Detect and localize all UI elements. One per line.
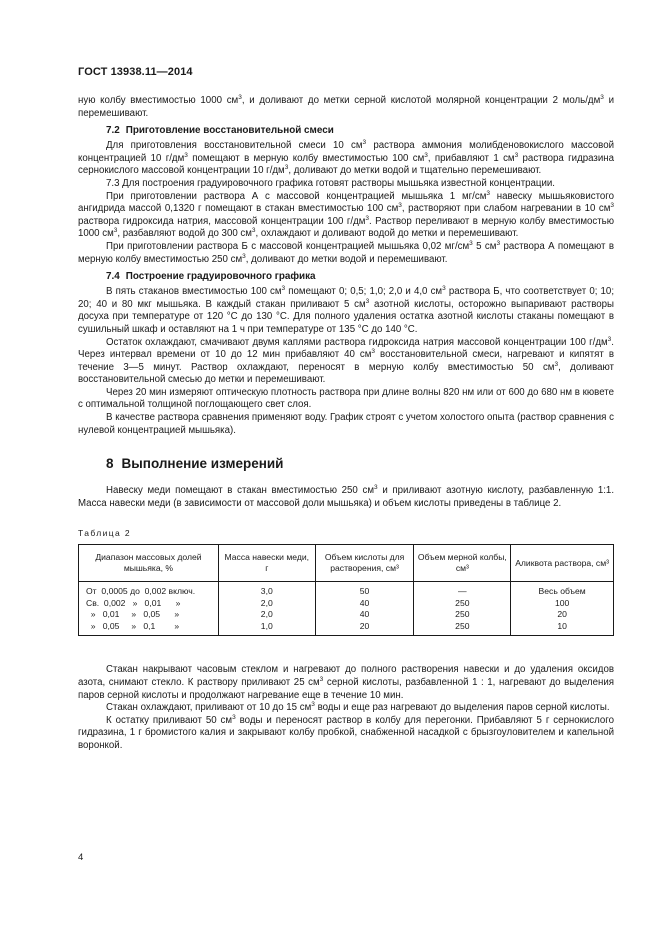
table-row [79, 609, 614, 621]
header-aliquot: Аликвота раствора, см³ [511, 545, 614, 582]
cell-flask-volume: 250 [414, 621, 511, 636]
s73-paragraph-3: При приготовлении раствора Б с массовой концентрацией мышьяка 0,02 $мг/см^3$ 5 $см^3$ раствора А помещают в мерную колбу вместимостью 250 $см^3$, доливают до метки водой и перемешивают. [78, 239, 614, 265]
cell-acid-volume: 20 [315, 621, 414, 636]
header-flask-volume: Объем мерной колбы, см³ [414, 545, 511, 582]
cell-aliquot: 20 [511, 609, 614, 621]
s72-paragraph: Для приготовления восстановительной смеси 10 $см^3$ раствора аммония молибденовокислого массовой концентрацией 10 $г/дм^3$ помещают в мерную колбу вместимостью 100 $см^3$, прибавляют 1 $см^3$ раствора гидразина сернокислого массовой концентрации 10 $г/дм^3$, доливают до метки водой и тщательно перемешивают. [78, 139, 615, 177]
table-row [79, 598, 614, 610]
s74-paragraph-1: В пять стаканов вместимостью 100 $см^3$ помещают 0; 0,5; 1,0; 2,0 и 4,0 $см^3$ раствора Б, что соответствует 0; 10; 20; 40 и 80 мкг мышьяка. В каждый стакан приливают 5 $см^3$ азотной кислоты, осторожно выпаривают растворы досуха при температуре от 120 °С до 130 °С. Для полного удаления остатка азотной кислоты стаканы помещают в сушильный шкаф и оставляют на 1 ч при температуре от 135 °С до 140 °С. [78, 285, 615, 335]
s74-paragraph-3: Через 20 мин измеряют оптическую плотность раствора при длине волны 820 нм или от 600 до 680 нм в кювете с оптимальной толщиной поглощающего свет слоя. [78, 386, 614, 411]
document-header: ГОСТ 13938.11—2014 [78, 66, 193, 78]
cell-range: Св. 0,002 » 0,01 » [79, 598, 219, 610]
after-paragraph-2: Стакан охлаждают, приливают от 10 до 15 $см^3$ воды и еще раз нагревают до выделения паров серной кислоты. [106, 701, 610, 714]
intro-paragraph: ную колбу вместимостью 1000 $см^3$, и доливают до метки серной кислотой молярной концентрации 2 моль/$дм^3$ и перемешивают. [78, 94, 614, 119]
table-row [79, 582, 614, 598]
s74-paragraph-2: Остаток охлаждают, смачивают двумя каплями раствора гидроксида натрия массовой концентрации 100 $г/дм^3$. Через интервал времени от 10 до 12 мин прибавляют 40 $см^3$ восстановительной смеси, нагревают и кипятят в течение 3—5 минут. Раствор охлаждают, переносят в мерную колбу вместимостью 50 $см^3$, доливают восстановительной смесью до метки и перемешивают. [78, 335, 614, 386]
s74-paragraph-4: В качестве раствора сравнения применяют воду. График строят с учетом холостого опыта (раствор сравнения с нулевой концентрацией мышьяка). [78, 412, 614, 436]
table-row [79, 621, 614, 636]
s8-paragraph: Навеску меди помещают в стакан вместимостью 250 $см^3$ и приливают азотную кислоту, разбавленную 1:1. Масса навески меди (в зависимости от массовой доли мышьяка) и объем кислоты приведены в таблице 2. [78, 484, 615, 509]
subsection-7-2-heading: 7.2 Приготовление восстановительной смеси [106, 125, 334, 137]
table-header-row [79, 545, 614, 582]
after-paragraph-1: Стакан накрывают часовым стеклом и нагревают до полного растворения навески и до удаления оксидов азота, снимают стекло. К раствору приливают 25 $см^3$ серной кислоты, разбавленной 1 : 1, нагревают до выделения паров серной кислоты и продолжают нагревание еще в течение 10 мин. [78, 664, 614, 701]
page-number: 4 [78, 852, 84, 863]
cell-mass: 3,0 [218, 582, 315, 598]
cell-flask-volume: — [414, 582, 511, 598]
table-caption: Таблица 2 [78, 528, 132, 539]
header-acid-volume: Объем кислоты для растворения, см³ [315, 545, 414, 582]
cell-acid-volume: 40 [315, 609, 414, 621]
section-8-heading: 8 Выполнение измерений [106, 456, 284, 472]
s73-paragraph-1: 7.3 Для построения градуировочного графика готовят растворы мышьяка известной концентрации. [106, 177, 555, 189]
table-2 [78, 544, 614, 636]
after-paragraph-3: К остатку приливают 50 $см^3$ воды и переносят раствор в колбу для перегонки. Прибавляют 5 г сернокислого гидразина, 1 г бромистого калия и закрывают колбу пробкой, снабженной насадкой с брызгоуловителем и капельной воронкой. [78, 713, 614, 751]
cell-aliquot: 10 [511, 621, 614, 636]
document-page [78, 66, 614, 753]
subsection-7-4-heading: 7.4 Построение градуировочного графика [106, 271, 316, 283]
cell-acid-volume: 40 [315, 598, 414, 610]
cell-mass: 1,0 [218, 621, 315, 636]
cell-acid-volume: 50 [315, 582, 414, 598]
header-range: Диапазон массовых долей мышьяка, % [79, 545, 219, 582]
header-mass: Масса навески меди, г [218, 545, 315, 582]
cell-range: » 0,01 » 0,05 » [79, 609, 219, 621]
cell-aliquot: Весь объем [511, 582, 614, 598]
cell-range: От 0,0005 до 0,002 включ. [79, 582, 219, 598]
cell-flask-volume: 250 [414, 598, 511, 610]
cell-mass: 2,0 [218, 609, 315, 621]
cell-mass: 2,0 [218, 598, 315, 610]
cell-flask-volume: 250 [414, 609, 511, 621]
cell-range: » 0,05 » 0,1 » [79, 621, 219, 636]
cell-aliquot: 100 [511, 598, 614, 610]
s73-paragraph-2: При приготовлении раствора А с массовой концентрацией мышьяка 1 $мг/см^3$ навеску мышьяковистого ангидрида массой 0,1320 г помещают в стакан вместимостью 100 $см^3$, растворяют при слабом нагревании в 10 $см^3$ раствора гидроксида натрия, массовой концентрации 100 $г/дм^3$. Раствор переливают в мерную колбу вместимостью 1000 $см^3$, разбавляют водой до 300 $см^3$, охлаждают и доливают водой до метки и перемешивают. [78, 189, 615, 240]
